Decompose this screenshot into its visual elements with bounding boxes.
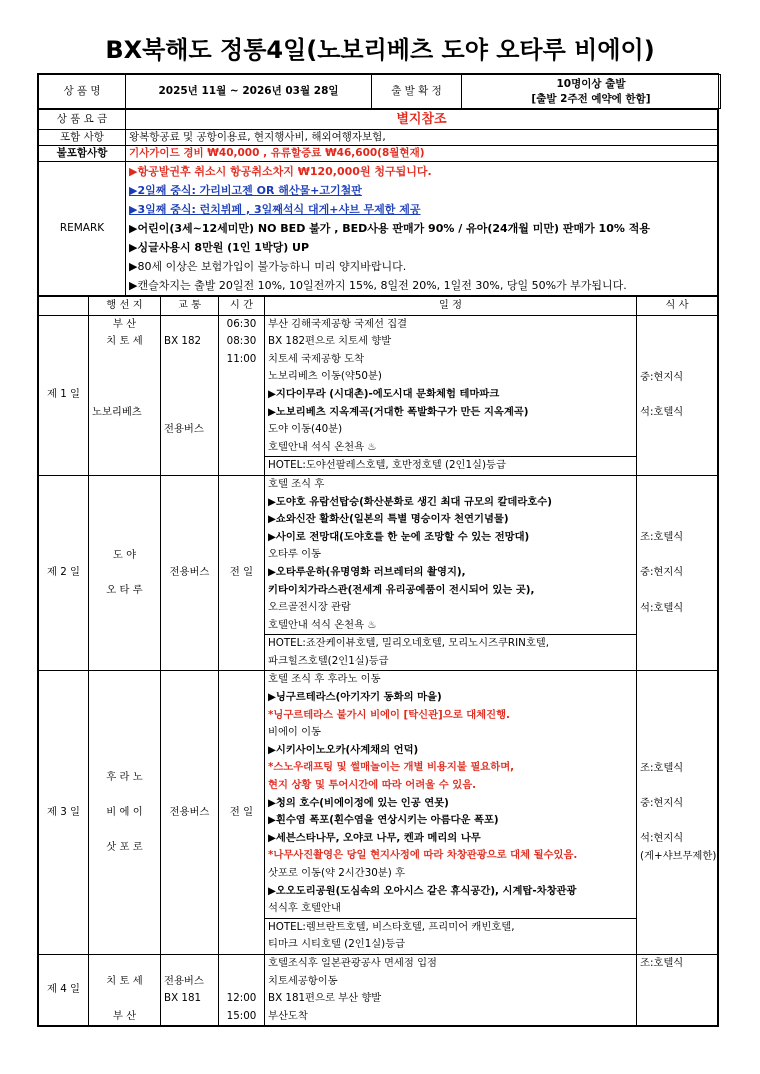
schedule-line: ▶오오도리공원(도심속의 오아시스 같은 휴식공간), 시계탑-차창관광 — [268, 884, 577, 897]
schedule-line: BX 182편으로 치토세 향발 — [268, 335, 392, 348]
price-value: 별지참조 — [126, 110, 718, 130]
schedule-line: ▶사이로 전망대(도야호를 한 눈에 조망할 수 있는 전망대) — [268, 530, 530, 543]
time: 11:00 — [226, 352, 257, 365]
day-label: 제 1 일 — [39, 315, 89, 475]
schedule-line: 호텔 조식 후 후라노 이동 — [268, 673, 381, 686]
remark-item: ▶80세 이상은 보험가입이 불가능하니 미리 양지바랍니다. — [129, 260, 407, 273]
place: 노보리베츠 — [92, 405, 142, 418]
schedule-line: 부산 김해국제공항 국제선 집결 — [268, 317, 408, 330]
meal: 조:호텔식 — [640, 761, 684, 774]
schedule-line: 치토세 국제공항 도착 — [268, 352, 365, 365]
exclude-label: 불포함사항 — [39, 146, 126, 162]
meal: 중:현지식 — [640, 797, 684, 810]
schedule-line: 노보리베츠 이동(약50분) — [268, 370, 382, 383]
day-meals — [637, 315, 718, 475]
hotel-line: 티마크 시티호텔 (2인1실)등급 — [268, 938, 406, 951]
time: 12:00 — [226, 992, 257, 1005]
day-places — [89, 671, 161, 955]
day-places — [89, 475, 161, 671]
schedule-line: 삿포로 이동(약 2시간30분) 후 — [268, 867, 405, 879]
transport: 전용버스 — [161, 475, 219, 671]
schedule-line: *나무사진촬영은 당일 현지사정에 따라 차창관광으로 대체 될수있음. — [268, 849, 578, 862]
hotel-info — [265, 634, 636, 670]
departure-label: 출 발 확 정 — [372, 75, 462, 109]
schedule-line: 호텔안내 석식 온천욕 ♨ — [268, 440, 377, 453]
itinerary-document — [37, 73, 719, 1027]
schedule-line: *닝구르테라스 불가시 비에이 [탁신관]으로 대체진행. — [268, 708, 510, 721]
product-info-table — [38, 74, 721, 109]
schedule-line: 비에이 이동 — [268, 726, 322, 739]
schedule-line: ▶세븐스타나무, 오야코 나무, 켄과 메리의 나무 — [268, 831, 481, 844]
departure-info-line-1: 10명이상 출발 — [556, 77, 626, 90]
day-schedule — [265, 315, 637, 475]
meal: 중:현지식 — [640, 370, 684, 383]
day-meals — [637, 475, 718, 671]
place: 치 토 세 — [106, 335, 143, 348]
schedule-line: ▶흰수염 폭포(흰수염을 연상시키는 아름다운 폭포) — [268, 814, 499, 827]
departure-info-line-2: [출발 2주전 예약에 한함] — [531, 92, 651, 105]
transport: 전용버스 — [164, 423, 204, 436]
place: 오 타 루 — [106, 584, 143, 596]
day-times — [219, 315, 265, 475]
place: 도 야 — [112, 548, 137, 561]
day-row — [39, 315, 718, 475]
schedule-line: ▶도야호 유람선탑승(화산분화로 생긴 최대 규모의 칼데라호수) — [268, 495, 552, 508]
schedule-line: ▶청의 호수(비에이정에 있는 인공 연못) — [268, 796, 449, 809]
schedule-line: 현지 상황 및 투어시간에 따라 어려울 수 있음. — [268, 779, 477, 792]
schedule-line: 키타이치가라스관(전세계 유리공예품이 전시되어 있는 곳), — [268, 583, 535, 596]
schedule-line: 호텔안내 석식 온천욕 ♨ — [268, 618, 377, 631]
day-transport — [161, 954, 219, 1025]
day-label: 제 2 일 — [39, 475, 89, 671]
schedule-line: 부산도착 — [268, 1009, 308, 1022]
schedule-line: 오르골전시장 관람 — [268, 601, 351, 614]
schedule-line: ▶노보리베츠 지옥계곡(거대한 폭발화구가 만든 지옥계곡) — [268, 405, 529, 418]
product-label: 상 품 명 — [39, 75, 126, 109]
transport: BX 181 — [164, 992, 202, 1005]
day-meals — [637, 954, 718, 1025]
remark-item: ▶2일째 중식: 가리비고젠 OR 해산물+고기철판 — [129, 184, 362, 197]
transport: 전용버스 — [164, 974, 204, 987]
schedule-line: BX 181편으로 부산 향발 — [268, 992, 382, 1005]
remark-item: ▶어린이(3세~12세미만) NO BED 불가 , BED사용 판매가 90% / 유아(24개월 미만) 판매가 10% 적용 — [129, 222, 650, 235]
remark-item: ▶항공발권후 취소시 항공취소차지 ₩120,000원 청구됩니다. — [129, 165, 432, 178]
schedule-line: ▶지다이무라 (시대촌)-에도시대 문화체험 테마파크 — [268, 387, 500, 400]
meal: 석:호텔식 — [640, 601, 684, 614]
day-row — [39, 671, 718, 955]
place: 치 토 세 — [106, 974, 143, 987]
hotel-line: HOTEL:죠잔케이뷰호텔, 밀리오네호텔, 모리노시즈쿠RIN호텔, — [268, 637, 549, 650]
day-label: 제 4 일 — [39, 954, 89, 1025]
day-transport — [161, 315, 219, 475]
schedule-line: *스노우래프팅 및 썰매놀이는 개별 비용지불 필요하며, — [268, 761, 515, 774]
day-times — [219, 954, 265, 1025]
place: 부 산 — [112, 317, 137, 330]
meal: 석:현지식 — [640, 832, 684, 845]
day-schedule — [265, 475, 637, 671]
departure-info — [462, 75, 721, 109]
place: 후 라 노 — [106, 770, 143, 783]
place: 부 산 — [112, 1009, 137, 1022]
remark-label: REMARK — [39, 162, 126, 296]
day-row — [39, 475, 718, 671]
schedule-line: ▶오타루운하(유명영화 러브레터의 촬영지), — [268, 565, 466, 578]
schedule-table — [38, 296, 718, 1026]
meal: 조:호텔식 — [640, 956, 684, 969]
remark-item: ▶캔슬차지는 출발 20일전 10%, 10일전까지 15%, 8일전 20%, 1일전 30%, 당일 50%가 부가됩니다. — [129, 279, 627, 292]
time: 08:30 — [226, 335, 257, 348]
transport: BX 182 — [164, 335, 202, 348]
time: 15:00 — [226, 1009, 257, 1022]
hotel-line: HOTEL:렘브란트호텔, 비스타호텔, 프리미어 캐빈호텔, — [268, 920, 515, 933]
schedule-line: 도야 이동(40분) — [268, 423, 343, 436]
include-value: 왕복항공료 및 공항이용료, 현지행사비, 해외여행자보험, — [126, 130, 718, 146]
time-note: 전 일 — [219, 475, 265, 671]
col-transport: 교 통 — [161, 297, 219, 316]
col-schedule: 일 정 — [265, 297, 637, 316]
transport: 전용버스 — [161, 671, 219, 955]
col-meal: 식 사 — [637, 297, 718, 316]
day-meals — [637, 671, 718, 955]
exclude-value: 기사가이드 경비 ₩40,000 , 유류할증료 ₩46,600(8월현재) — [126, 146, 718, 162]
place: 삿 포 로 — [106, 841, 143, 854]
schedule-line: ▶쇼와신잔 활화산(일본의 특별 명승이자 천연기념물) — [268, 513, 509, 526]
price-table — [38, 109, 718, 296]
day-label: 제 3 일 — [39, 671, 89, 955]
schedule-line: 호텔 조식 후 — [268, 477, 325, 490]
col-date — [39, 297, 89, 316]
hotel-info — [265, 918, 636, 954]
time: 06:30 — [226, 317, 257, 330]
day-row — [39, 954, 718, 1025]
schedule-line: ▶닝구르테라스(아기자기 동화의 마을) — [268, 691, 442, 704]
page-title: BX북해도 정통4일(노보리베츠 도야 오타루 비에이) — [105, 36, 655, 64]
remark-item: ▶3일째 중식: 런치뷔페 , 3일째석식 대게+샤브 무제한 제공 — [129, 203, 421, 216]
schedule-line: 호텔조식후 일본관광공사 면세점 입점 — [268, 956, 437, 969]
schedule-line: 오타루 이동 — [268, 548, 322, 561]
schedule-line: ▶시키사이노오카(사계채의 언덕) — [268, 743, 419, 756]
day-schedule — [265, 954, 637, 1025]
product-period: 2025년 11월 ~ 2026년 03월 28일 — [126, 75, 372, 109]
meal: (게+샤브무제한) — [640, 849, 717, 862]
schedule-line: 치토세공항이동 — [268, 974, 338, 987]
hotel-line: 파크힐즈호텔(2인1실)등급 — [268, 654, 389, 667]
include-label: 포함 사항 — [39, 130, 126, 146]
col-place: 행 선 지 — [89, 297, 161, 316]
remark-list — [126, 162, 718, 296]
meal: 조:호텔식 — [640, 531, 684, 544]
col-time: 시 간 — [219, 297, 265, 316]
hotel-info: HOTEL:도야선팔레스호텔, 호반정호텔 (2인1실)등급 — [265, 456, 636, 475]
schedule-line: 석식후 호텔안내 — [268, 902, 341, 915]
remark-item: ▶싱글사용시 8만원 (1인 1박당) UP — [129, 241, 310, 254]
meal: 석:호텔식 — [640, 406, 684, 419]
time-note: 전 일 — [219, 671, 265, 955]
price-label: 상 품 요 금 — [39, 110, 126, 130]
day-places — [89, 954, 161, 1025]
day-places — [89, 315, 161, 475]
meal: 중:현지식 — [640, 566, 684, 579]
day-schedule — [265, 671, 637, 955]
place: 비 에 이 — [106, 805, 143, 818]
